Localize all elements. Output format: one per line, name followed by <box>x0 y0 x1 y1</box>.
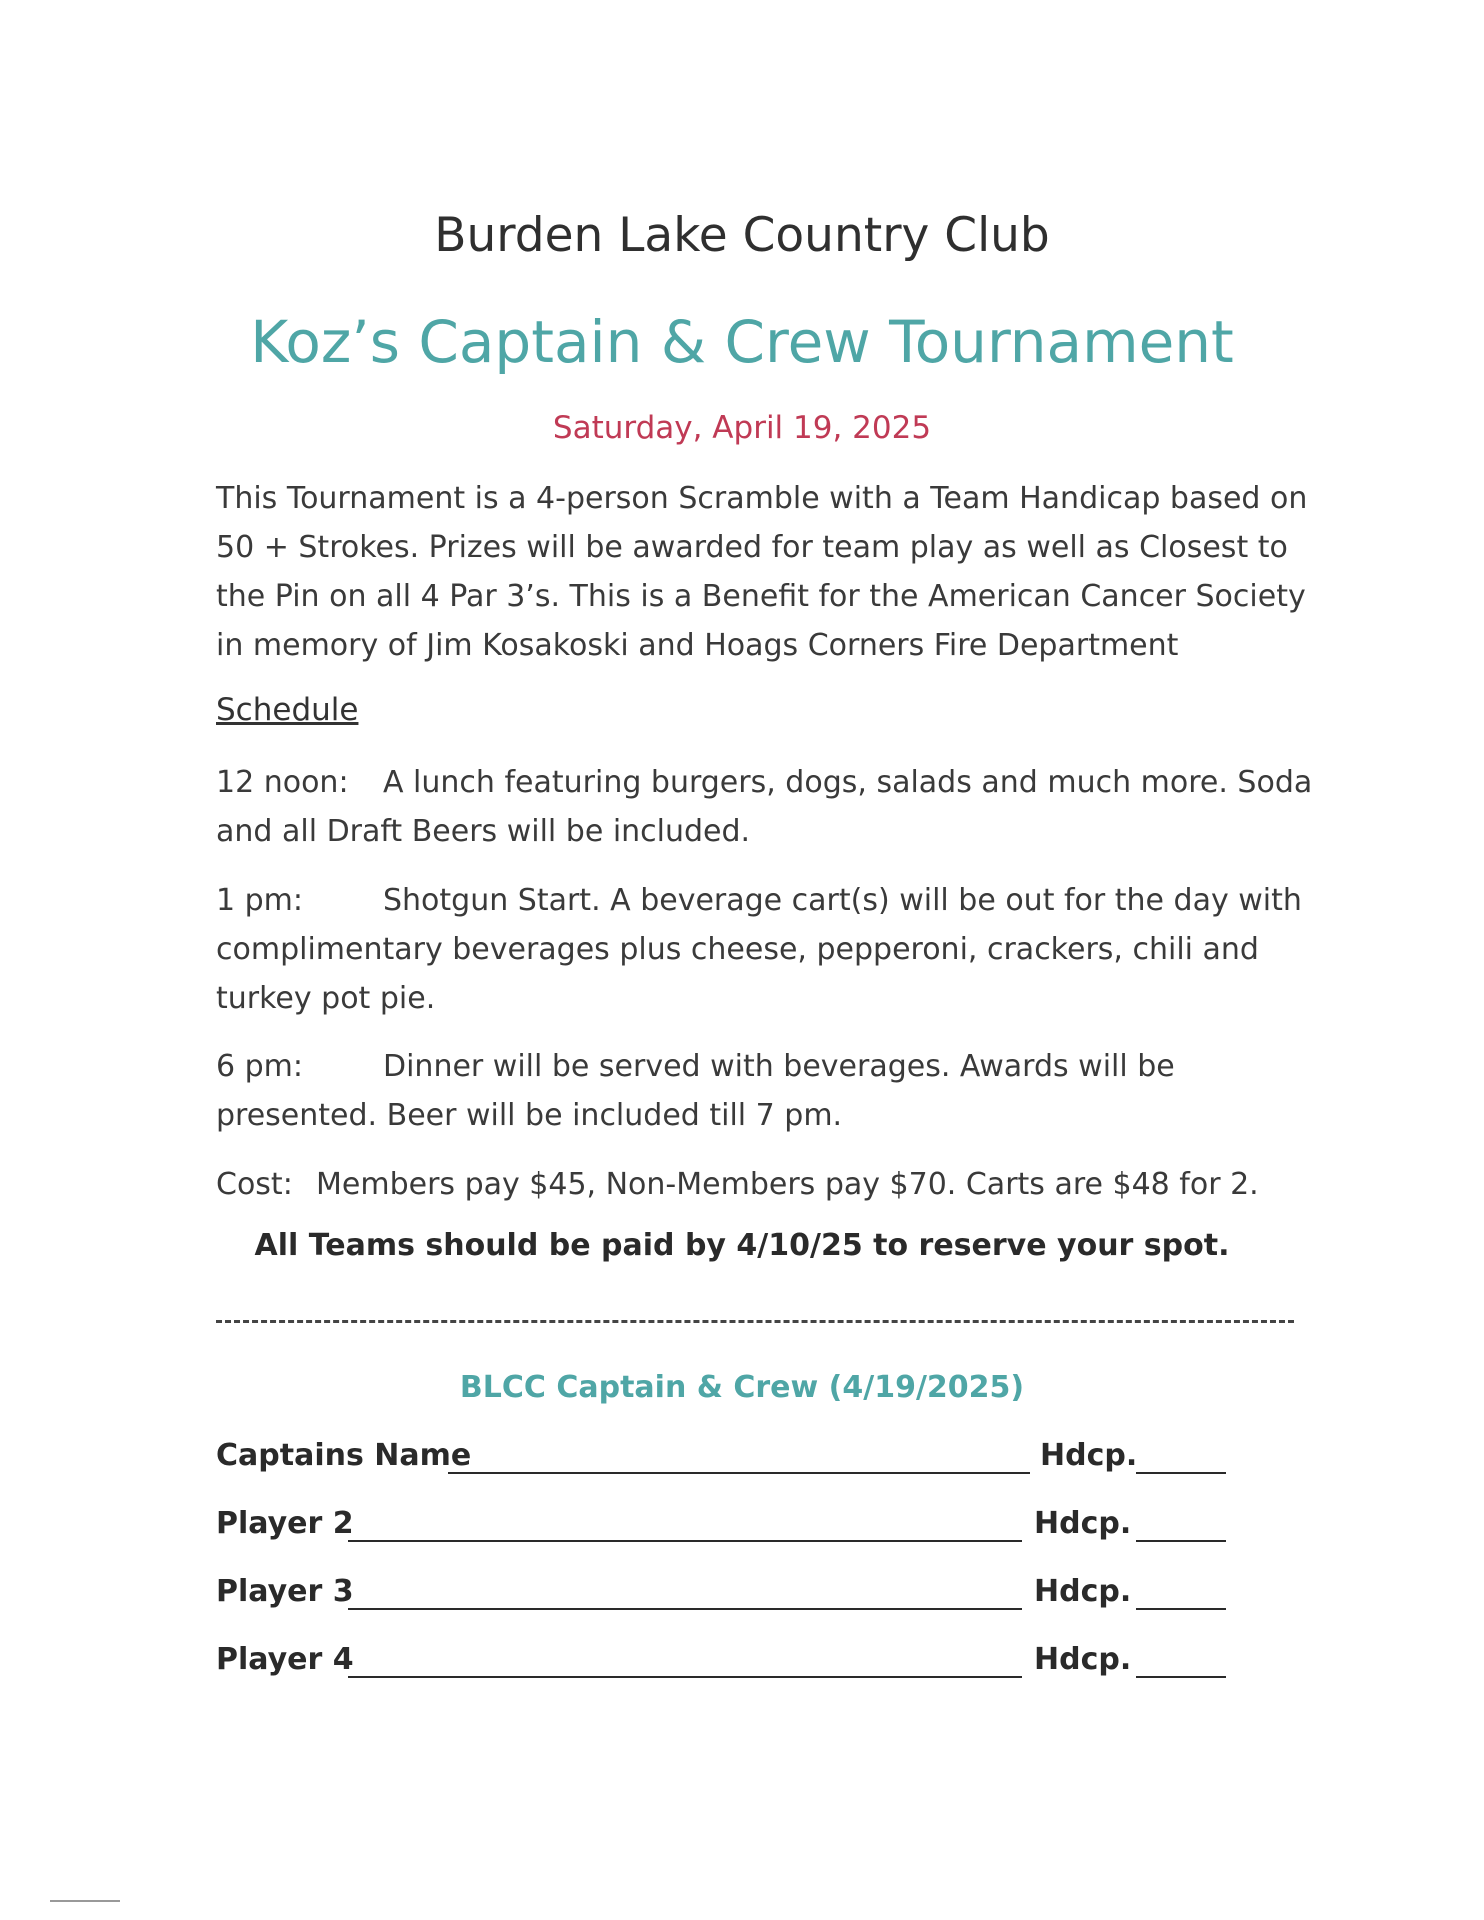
schedule-item-shotgun-start <box>216 876 1316 1023</box>
form-row-player-4 <box>216 1642 1226 1682</box>
schedule-time: 1 pm: <box>216 883 303 918</box>
payment-deadline: All Teams should be paid by 4/10/25 to reserve your spot. <box>254 1228 1230 1263</box>
schedule-time: 12 noon: <box>216 765 349 800</box>
club-name: Burden Lake Country Club <box>434 208 1050 263</box>
schedule-item-dinner <box>216 1042 1316 1140</box>
hdcp-blank-line[interactable] <box>1136 1540 1226 1542</box>
hdcp-blank-line[interactable] <box>1136 1472 1226 1474</box>
event-date: Saturday, April 19, 2025 <box>552 410 932 446</box>
schedule-text: Shotgun Start. A beverage cart(s) will be out for the day with complimentary beverages plus cheese, pepperoni, crackers, chili and turkey pot pie. <box>216 883 1302 1016</box>
form-row-label: Captains Name <box>216 1438 472 1473</box>
hdcp-label: Hdcp. <box>1034 1506 1132 1541</box>
cost-label: Cost: <box>216 1167 293 1202</box>
schedule-time: 6 pm: <box>216 1049 303 1084</box>
name-blank-line[interactable] <box>348 1608 1022 1610</box>
cost-line <box>216 1160 1366 1209</box>
form-row-label: Player 4 <box>216 1642 354 1677</box>
name-blank-line[interactable] <box>448 1472 1030 1474</box>
hdcp-blank-line[interactable] <box>1136 1608 1226 1610</box>
cost-text: Members pay $45, Non-Members pay $70. Carts are $48 for 2. <box>316 1167 1259 1202</box>
intro-paragraph: This Tournament is a 4-person Scramble with a Team Handicap based on 50 + Strokes. Prizes will be awarded for team play as well as Closest to the Pin on all 4 Par 3’s. This is a Benefit for the American Cancer Society in memory of Jim Kosakoski and Hoags Corners Fire Department <box>216 481 1308 663</box>
hdcp-label: Hdcp. <box>1034 1642 1132 1677</box>
hdcp-blank-line[interactable] <box>1136 1676 1226 1678</box>
hdcp-label: Hdcp. <box>1040 1438 1138 1473</box>
form-row-captain <box>216 1438 1226 1478</box>
schedule-item-lunch <box>216 758 1316 856</box>
schedule-heading: Schedule <box>216 692 359 728</box>
form-row-label: Player 3 <box>216 1574 354 1609</box>
scan-mark <box>50 1900 120 1902</box>
form-title: BLCC Captain & Crew (4/19/2025) <box>459 1370 1025 1405</box>
form-row-player-2 <box>216 1506 1226 1546</box>
form-row-label: Player 2 <box>216 1506 354 1541</box>
name-blank-line[interactable] <box>348 1676 1022 1678</box>
schedule-text: A lunch featuring burgers, dogs, salads and much more. Soda and all Draft Beers will be included. <box>216 765 1313 849</box>
tournament-title: Koz’s Captain & Crew Tournament <box>250 308 1234 376</box>
hdcp-label: Hdcp. <box>1034 1574 1132 1609</box>
dashed-cut-line <box>216 1320 1294 1323</box>
schedule-text: Dinner will be served with beverages. Awards will be presented. Beer will be included till 7 pm. <box>216 1049 1175 1133</box>
name-blank-line[interactable] <box>348 1540 1022 1542</box>
form-row-player-3 <box>216 1574 1226 1614</box>
